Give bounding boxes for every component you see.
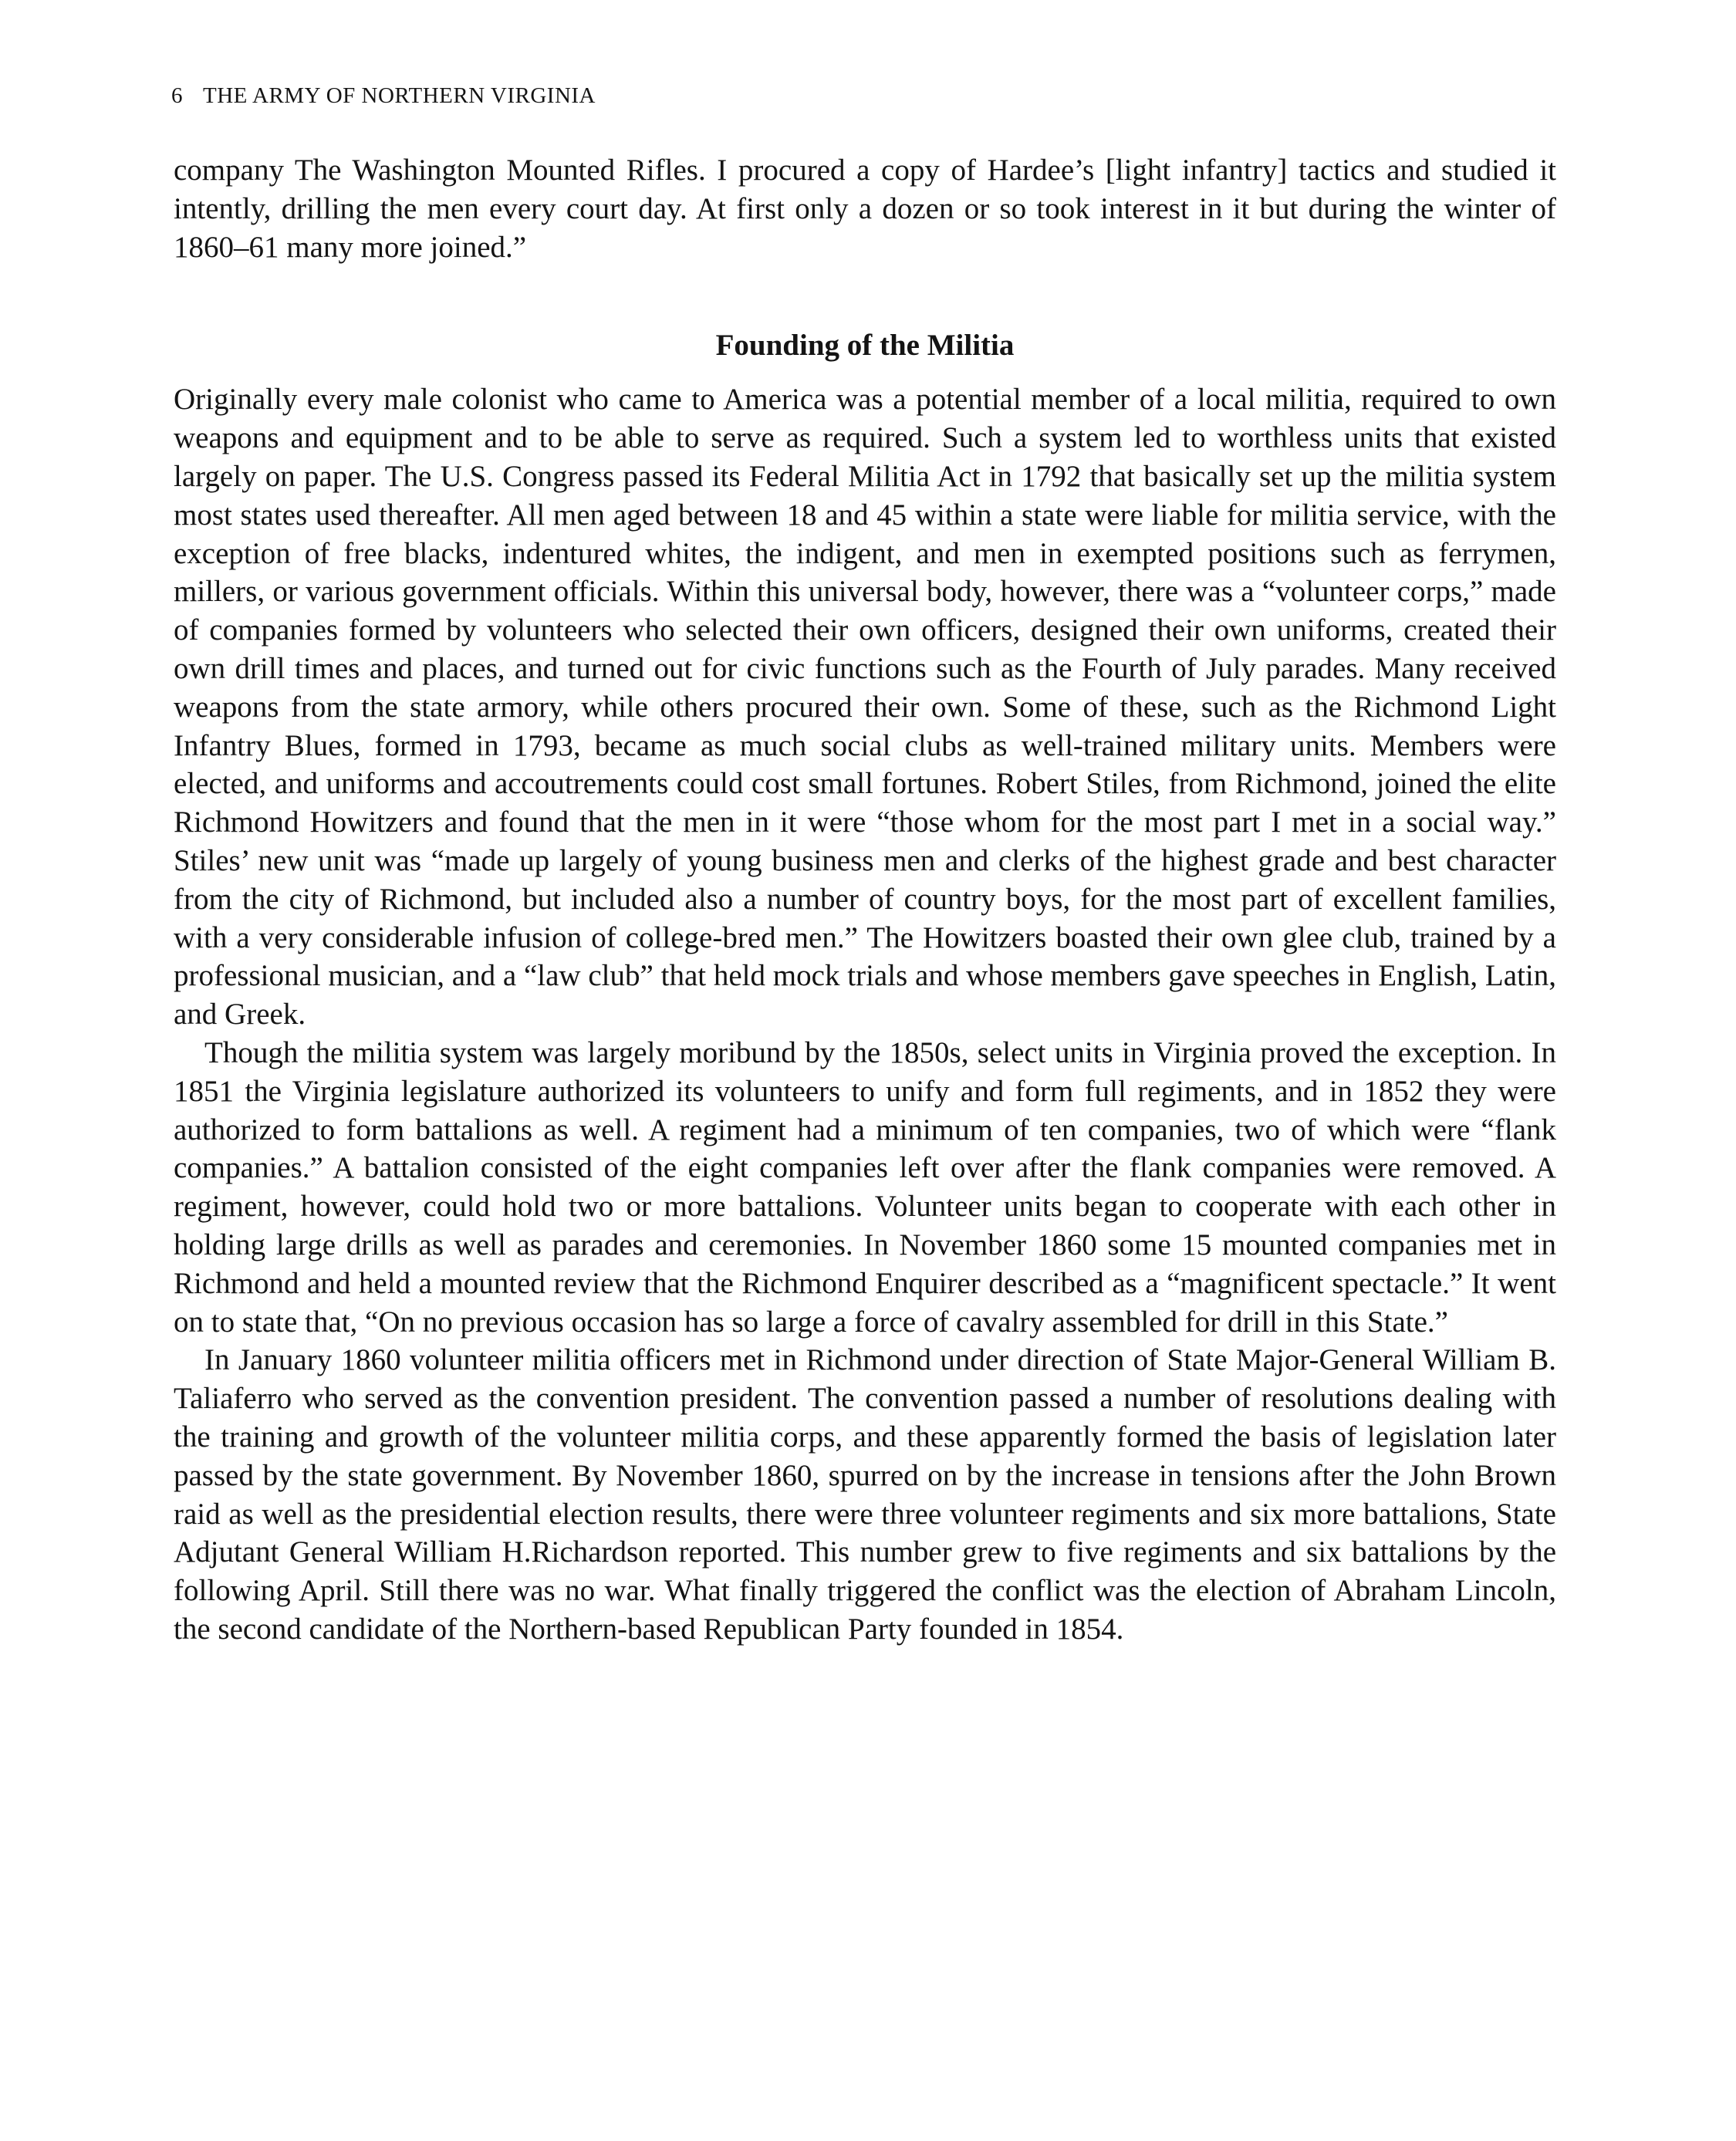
paragraph-militia-origins: Originally every male colonist who came to America was a potential member of a local militia, required to own weapons and equipment and to be able to serve as required. Such a system led to worthless units that existed largely on paper. The U.S. Congress passed its Federal Militia Act in 1792 that basically set up the militia system most states used thereafter. All men aged between 18 and 45 within a state were liable for militia service, with the exception of free blacks, indentured whites, the indigent, and men in exempted positions such as ferrymen, millers, or various government officials. Within this universal body, however, there was a “volunteer corps,” made of companies formed by volunteers who selected their own officers, designed their own uniforms, created their own drill times and places, and turned out for civic functions such as the Fourth of July parades. Many received weapons from the state armory, while others procured their own. Some of these, such as the Richmond Light Infantry Blues, formed in 1793, became as much social clubs as well-trained military units. Members were elected, and uniforms and accoutrements could cost small fortunes. Robert Stiles, from Richmond, joined the elite Richmond Howitzers and found that the men in it were “those whom for the most part I met in a social way.” Stiles’ new unit was “made up largely of young business men and clerks of the highest grade and best character from the city of Richmond, but included also a number of country boys, for the most part of excellent families, with a very considerable infusion of college-bred men.” The Howitzers boasted their own glee club, trained by a professional musician, and a “law club” that held mock trials and whose members gave speeches in English, Latin, and Greek. (174, 383, 1556, 1032)
page-number: 6 (171, 83, 183, 108)
paragraph-convention: In January 1860 volunteer militia officers met in Richmond under direction of State Major-General William B. Taliaferro who served as the convention president. The convention passed a number of resolutions dealing with the training and growth of the volunteer militia corps, and these apparently formed the basis of legislation later passed by the state government. By November 1860, spurred on by the increase in tensions after the John Brown raid as well as the presidential election results, there were three volunteer regiments and six more battalions, State Adjutant General William H.Richardson reported. This number grew to five regiments and six battalions by the following April. Still there was no war. What finally triggered the conflict was the election of Abraham Lincoln, the second candidate of the Northern-based Republican Party founded in 1854. (174, 1343, 1556, 1646)
body-text (174, 151, 1556, 1649)
opening-paragraph: company The Washington Mounted Rifles. I procured a copy of Hardee’s [light infantry] tactics and studied it intently, drilling the men every court day. At first only a dozen or so took interest in it but during the winter of 1860–61 many more joined.” (174, 154, 1556, 264)
paragraph-virginia-units: Though the militia system was largely moribund by the 1850s, select units in Virginia proved the exception. In 1851 the Virginia legislature authorized its volunteers to unify and form full regiments, and in 1852 they were authorized to form battalions as well. A regiment had a minimum of ten companies, two of which were “flank companies.” A battalion consisted of the eight companies left over after the flank companies were removed. A regiment, however, could hold two or more battalions. Volunteer units began to cooperate with each other in holding large drills as well as parades and ceremonies. In November 1860 some 15 mounted companies met in Richmond and held a mounted review that the Richmond Enquirer described as a “magnificent spectacle.” It went on to state that, “On no previous occasion has so large a force of cavalry assembled for drill in this State.” (174, 1035, 1556, 1339)
section-heading: Founding of the Militia (715, 329, 1015, 363)
running-title: THE ARMY OF NORTHERN VIRGINIA (203, 83, 596, 108)
running-header (171, 83, 596, 109)
